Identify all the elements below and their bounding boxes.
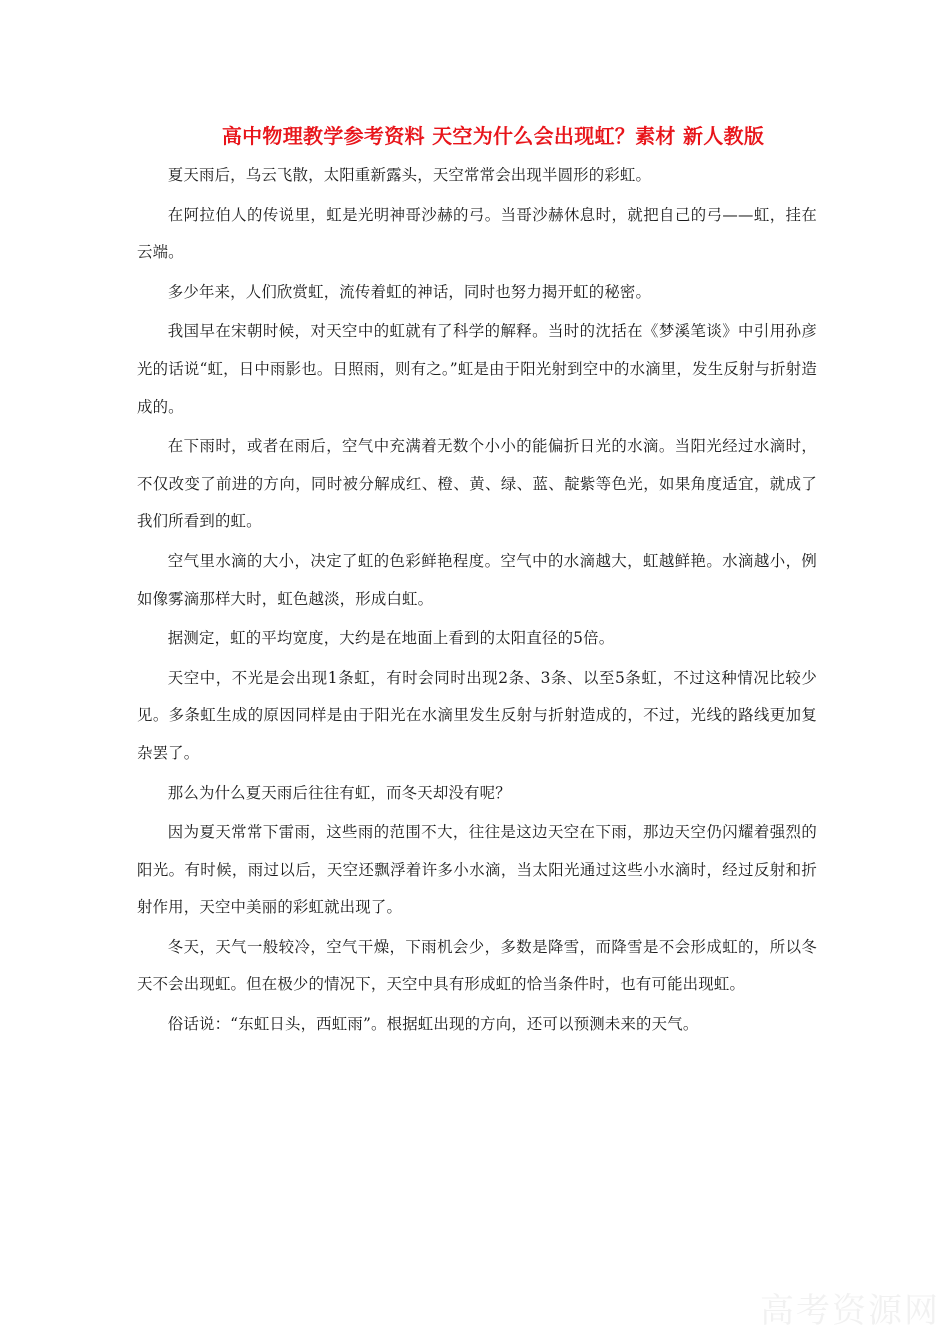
paragraph-4: 我国早在宋朝时候，对天空中的虹就有了科学的解释。当时的沈括在《梦溪笔谈》中引用孙彦光的话说“虹，日中雨影也。日照雨，则有之。”虹是由于阳光射到空中的水滴里，发生反射与折射造成的。 [137, 322, 817, 416]
paragraph-8: 天空中，不光是会出现1条虹，有时会同时出现2条、3条、以至5条虹，不过这种情况比较少见。多条虹生成的原因同样是由于阳光在水滴里发生反射与折射造成的，不过，光线的路线更加复杂罢了。 [137, 668, 817, 762]
paragraph-1: 夏天雨后，乌云飞散，太阳重新露头，天空常常会出现半圆形的彩虹。 [167, 166, 652, 184]
paragraph-12: 俗话说：“东虹日头，西虹雨”。根据虹出现的方向，还可以预测未来的天气。 [167, 1015, 699, 1034]
paragraph-10: 因为夏天常常下雷雨，这些雨的范围不大，往往是这边天空在下雨，那边天空仍闪耀着强烈的阳光。有时候，雨过以后，天空还飘浮着许多小水滴，当太阳光通过这些小水滴时，经过反射和折射作用，天空中美丽的彩虹就出现了。 [137, 823, 817, 917]
document-title: 高中物理教学参考资料 天空为什么会出现虹？素材 新人教版 [221, 124, 765, 148]
paragraph-6: 空气里水滴的大小，决定了虹的色彩鲜艳程度。空气中的水滴越大，虹越鲜艳。水滴越小，例如像雾滴那样大时，虹色越淡，形成白虹。 [137, 551, 817, 608]
paragraph-3: 多少年来，人们欣赏虹，流传着虹的神话，同时也努力揭开虹的秘密。 [167, 282, 652, 301]
paragraph-7: 据测定，虹的平均宽度，大约是在地面上看到的太阳直径的5倍。 [167, 629, 615, 648]
paragraph-2: 在阿拉伯人的传说里，虹是光明神哥沙赫的弓。当哥沙赫休息时，就把自己的弓——虹，挂在云端。 [137, 205, 817, 262]
watermark: 高考资源网 [760, 1291, 940, 1331]
paragraph-9: 那么为什么夏天雨后往往有虹，而冬天却没有呢？ [167, 783, 511, 802]
paragraph-11: 冬天，天气一般较冷，空气干燥，下雨机会少，多数是降雪，而降雪是不会形成虹的，所以冬天不会出现虹。但在极少的情况下，天空中具有形成虹的恰当条件时，也有可能出现虹。 [137, 937, 817, 994]
paragraph-5: 在下雨时，或者在雨后，空气中充满着无数个小小的能偏折日光的水滴。当阳光经过水滴时，不仅改变了前进的方向，同时被分解成红、橙、黄、绿、蓝、靛紫等色光，如果角度适宜，就成了我们所看到的虹。 [137, 437, 817, 531]
document-body [137, 157, 817, 1046]
